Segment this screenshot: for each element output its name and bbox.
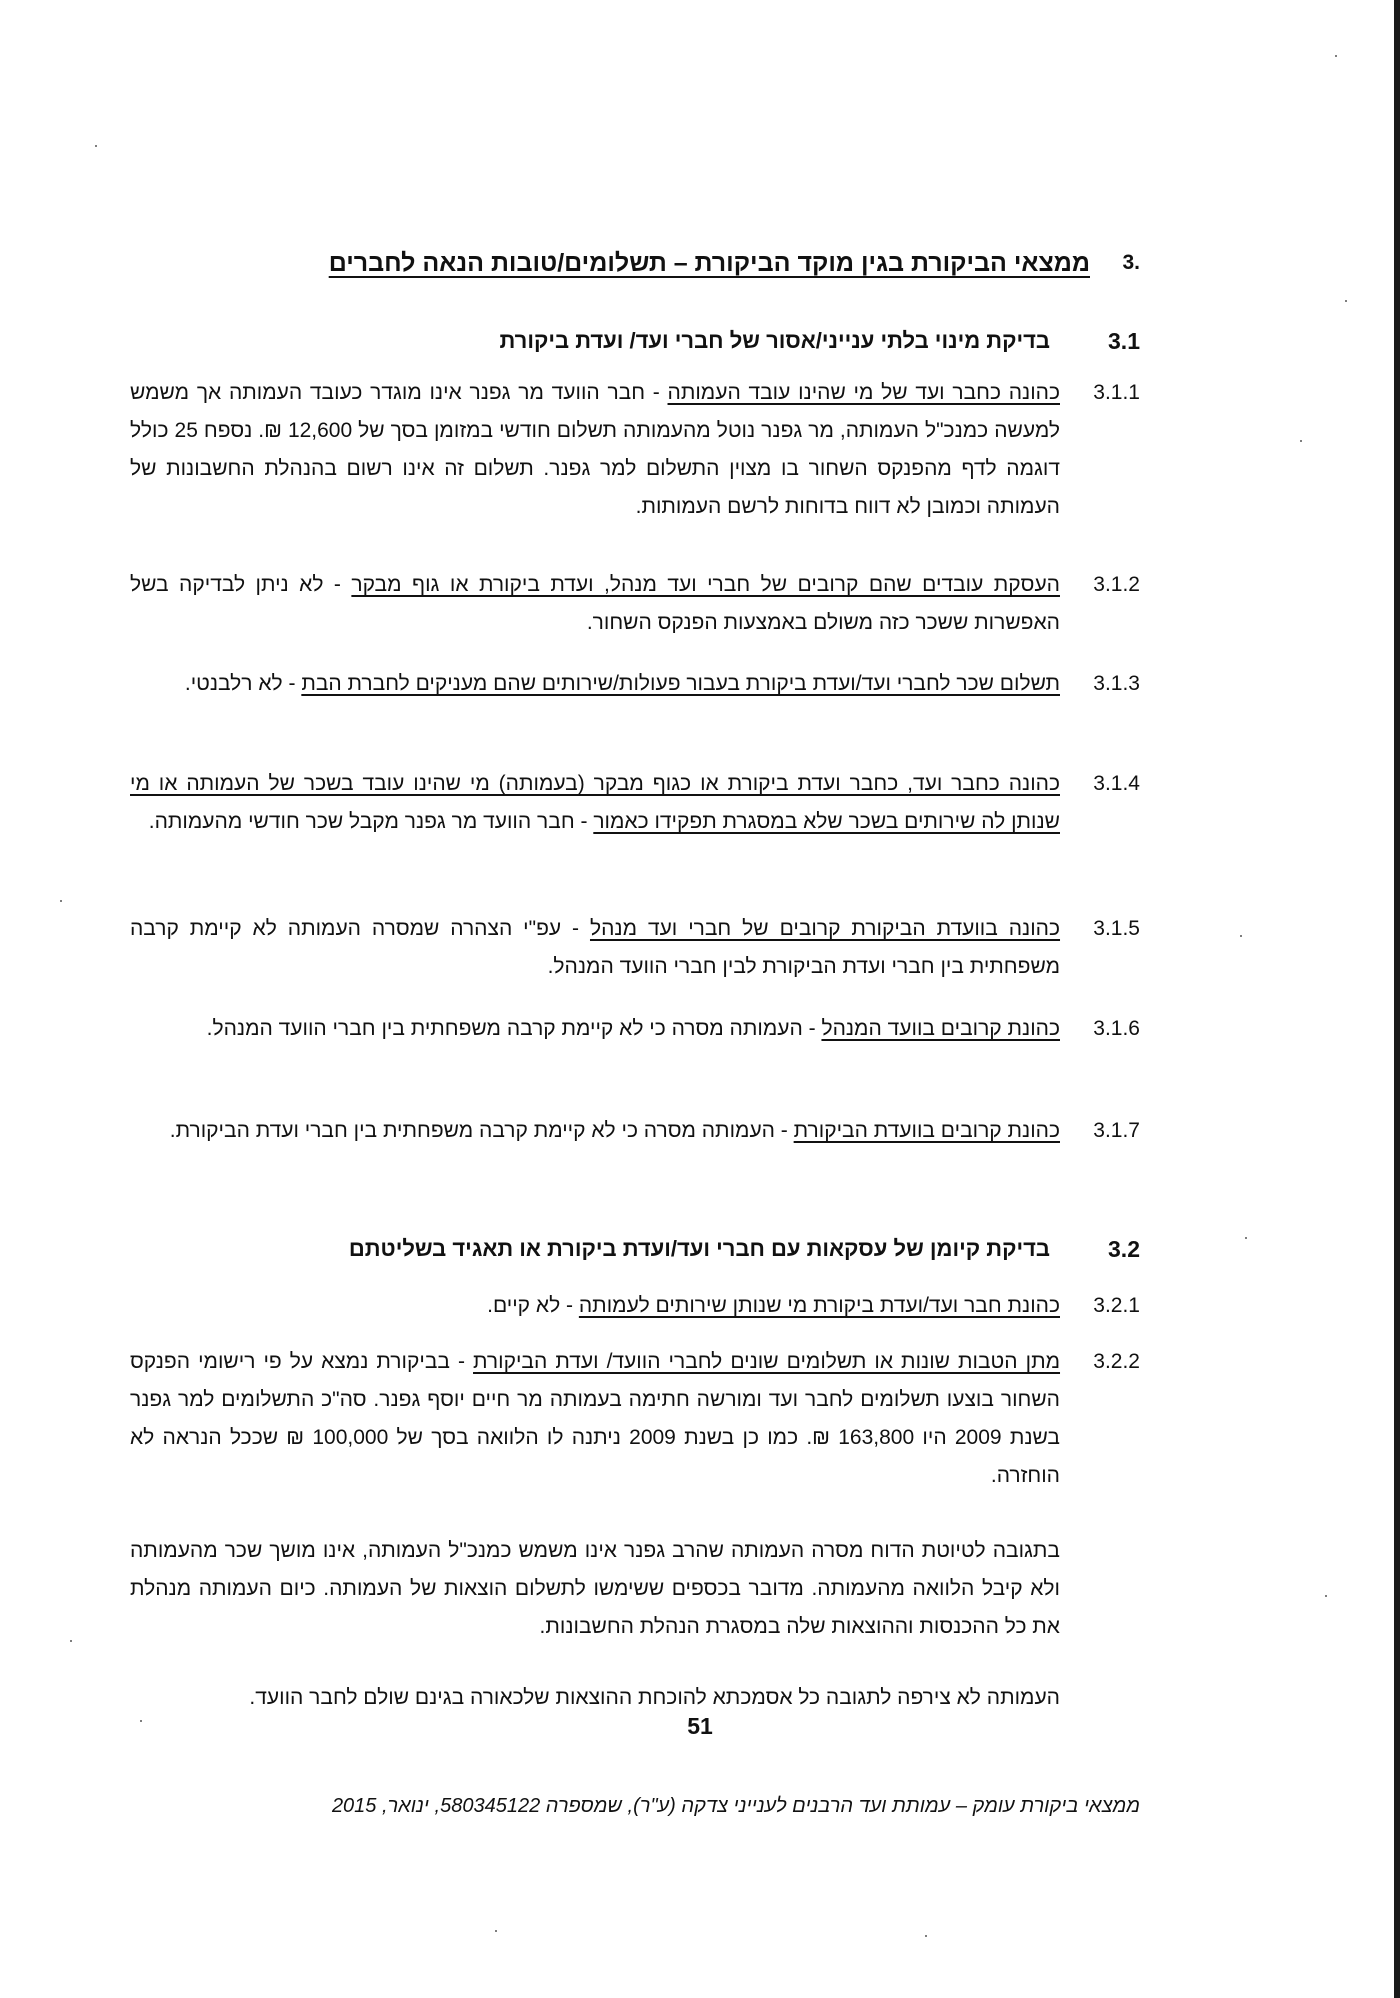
section-3-1-heading — [130, 322, 1140, 360]
item-3-1-7 — [130, 1112, 1140, 1150]
item-heading: כהונה בוועדת הביקורת קרובים של חברי ועד מנהל — [589, 917, 1061, 940]
scan-speck — [60, 900, 62, 902]
closing-paragraph — [130, 1679, 1140, 1717]
scan-speck — [1300, 440, 1302, 442]
scan-speck — [495, 1930, 497, 1932]
item-number: 3.1.3 — [1093, 672, 1140, 695]
section-number: 3. — [1122, 251, 1140, 274]
scan-speck — [95, 145, 97, 147]
scan-speck — [1245, 1237, 1247, 1239]
item-3-1-2 — [130, 566, 1140, 642]
item-number: 3.2.2 — [1093, 1350, 1140, 1373]
item-number: 3.1.5 — [1093, 917, 1140, 940]
item-3-1-4 — [130, 765, 1140, 841]
scan-speck — [1325, 1595, 1327, 1597]
scan-speck — [70, 1640, 72, 1642]
section-number: 3.1 — [1108, 328, 1140, 354]
page-number: 51 — [687, 1713, 713, 1739]
item-3-2-1 — [130, 1287, 1140, 1325]
footer-citation: ממצאי ביקורת עומק – עמותת ועד הרבנים לענייני צדקה (ע"ר), שמספרה 580345122, ינואר, 2015 — [331, 1795, 1140, 1817]
item-3-1-1 — [130, 374, 1140, 526]
item-heading: מתן הטבות שונות או תשלומים שונים לחברי הוועד/ ועדת הביקורת — [473, 1350, 1061, 1373]
response-text: בתגובה לטיוטת הדוח מסרה העמותה שהרב גפנר אינו משמש כמנכ"ל העמותה, אינו מושך שכר מהעמותה ולא קיבל הלוואה מהעמותה. מדובר בכספים ששימשו לתשלום הוצאות של העמותה. כיום העמותה מנהלת את כל ההכנסות וההוצאות שלה במסגרת הנהלת החשבונות. — [130, 1539, 1060, 1638]
scan-edge — [1394, 0, 1400, 1998]
closing-text: העמותה לא צירפה לתגובה כל אסמכתא להוכחת ההוצאות שלכאורה בגינם שולם לחבר הוועד. — [249, 1686, 1060, 1709]
item-heading: כהונת קרובים בוועד המנהל — [821, 1017, 1060, 1040]
section-title: בדיקת מינוי בלתי ענייני/אסור של חברי ועד/ ועדת ביקורת — [499, 328, 1050, 353]
item-text: - חבר הוועד מר גפנר מקבל שכר חודשי מהעמותה. — [148, 810, 594, 833]
item-heading: כהונת חבר ועד/ועדת ביקורת מי שנותן שירותים לעמותה — [578, 1294, 1060, 1317]
item-heading: כהונה כחבר ועד של מי שהינו עובד העמותה — [667, 381, 1060, 404]
item-3-2-2 — [130, 1343, 1140, 1495]
item-3-1-6 — [130, 1010, 1140, 1048]
item-heading: תשלום שכר לחברי ועד/ועדת ביקורת בעבור פעולות/שירותים שהם מעניקים לחברת הבת — [301, 672, 1060, 695]
item-number: 3.1.4 — [1093, 772, 1140, 795]
scan-speck — [1335, 55, 1337, 57]
section-3-heading — [130, 244, 1140, 282]
item-text: - בביקורת נמצא על פי רישומי הפנקס השחור בוצעו תשלומים לחבר ועד ומורשה חתימה בעמותה מר חיים יוסף גפנר. סה"כ התשלומים למר גפנר בשנת 2009 היו 163,800 ₪. כמו כן בשנת 2009 ניתנה לו הלוואה בסך של 100,000 ₪ שככל הנראה לא הוחזרה. — [130, 1350, 1060, 1487]
item-text: - חבר הוועד מר גפנר אינו מוגדר כעובד העמותה אך משמש למעשה כמנכ"ל העמותה, מר גפנר נוטל מהעמותה תשלום חודשי במזומן בסך של 12,600 ₪. נספח 25 כולל דוגמה לדף מהפנקס השחור בו מצוין התשלום למר גפנר. תשלום זה אינו רשום בהנהלת החשבונות של העמותה וכמובן לא דווח בדוחות לרשם העמותות. — [130, 381, 1060, 518]
item-text: - לא רלבנטי. — [184, 672, 302, 695]
item-number: 3.2.1 — [1093, 1294, 1140, 1317]
item-text: - לא ניתן לבדיקה בשל האפשרות ששכר כזה משולם באמצעות הפנקס השחור. — [130, 573, 1060, 634]
scan-speck — [925, 1935, 927, 1937]
scan-speck — [1240, 935, 1242, 937]
section-number: 3.2 — [1108, 1236, 1140, 1262]
response-paragraph — [130, 1532, 1140, 1646]
item-text: - העמותה מסרה כי לא קיימת קרבה משפחתית בין חברי הוועד המנהל. — [206, 1017, 822, 1040]
item-text: - לא קיים. — [487, 1294, 579, 1317]
item-heading: כהונת קרובים בוועדת הביקורת — [793, 1119, 1060, 1142]
item-number: 3.1.6 — [1093, 1017, 1140, 1040]
section-title: ממצאי הביקורת בגין מוקד הביקורת – תשלומים/טובות הנאה לחברים — [328, 249, 1090, 277]
item-3-1-5 — [130, 910, 1140, 986]
item-heading: כהונה כחבר ועד, כחבר ועדת ביקורת או כגוף מבקר (בעמותה) מי שהינו עובד בשכר של העמותה או מי שנותן לה שירותים בשכר שלא במסגרת תפקידו כאמור — [130, 772, 1060, 833]
item-text: - העמותה מסרה כי לא קיימת קרבה משפחתית בין חברי ועדת הביקורת. — [169, 1119, 794, 1142]
item-number: 3.1.1 — [1093, 381, 1140, 404]
item-text: - עפ"י הצהרה שמסרה העמותה לא קיימת קרבה משפחתית בין חברי ועדת הביקורת לבין חברי הוועד המנהל. — [130, 917, 1060, 978]
item-number: 3.1.7 — [1093, 1119, 1140, 1142]
section-title: בדיקת קיומן של עסקאות עם חברי ועד/ועדת ביקורת או תאגיד בשליטתם — [348, 1236, 1050, 1261]
section-3-2-heading — [130, 1230, 1140, 1268]
item-number: 3.1.2 — [1093, 573, 1140, 596]
item-3-1-3 — [130, 665, 1140, 703]
scan-speck — [1345, 300, 1347, 302]
item-heading: העסקת עובדים שהם קרובים של חברי ועד מנהל, ועדת ביקורת או גוף מבקר — [351, 573, 1060, 596]
